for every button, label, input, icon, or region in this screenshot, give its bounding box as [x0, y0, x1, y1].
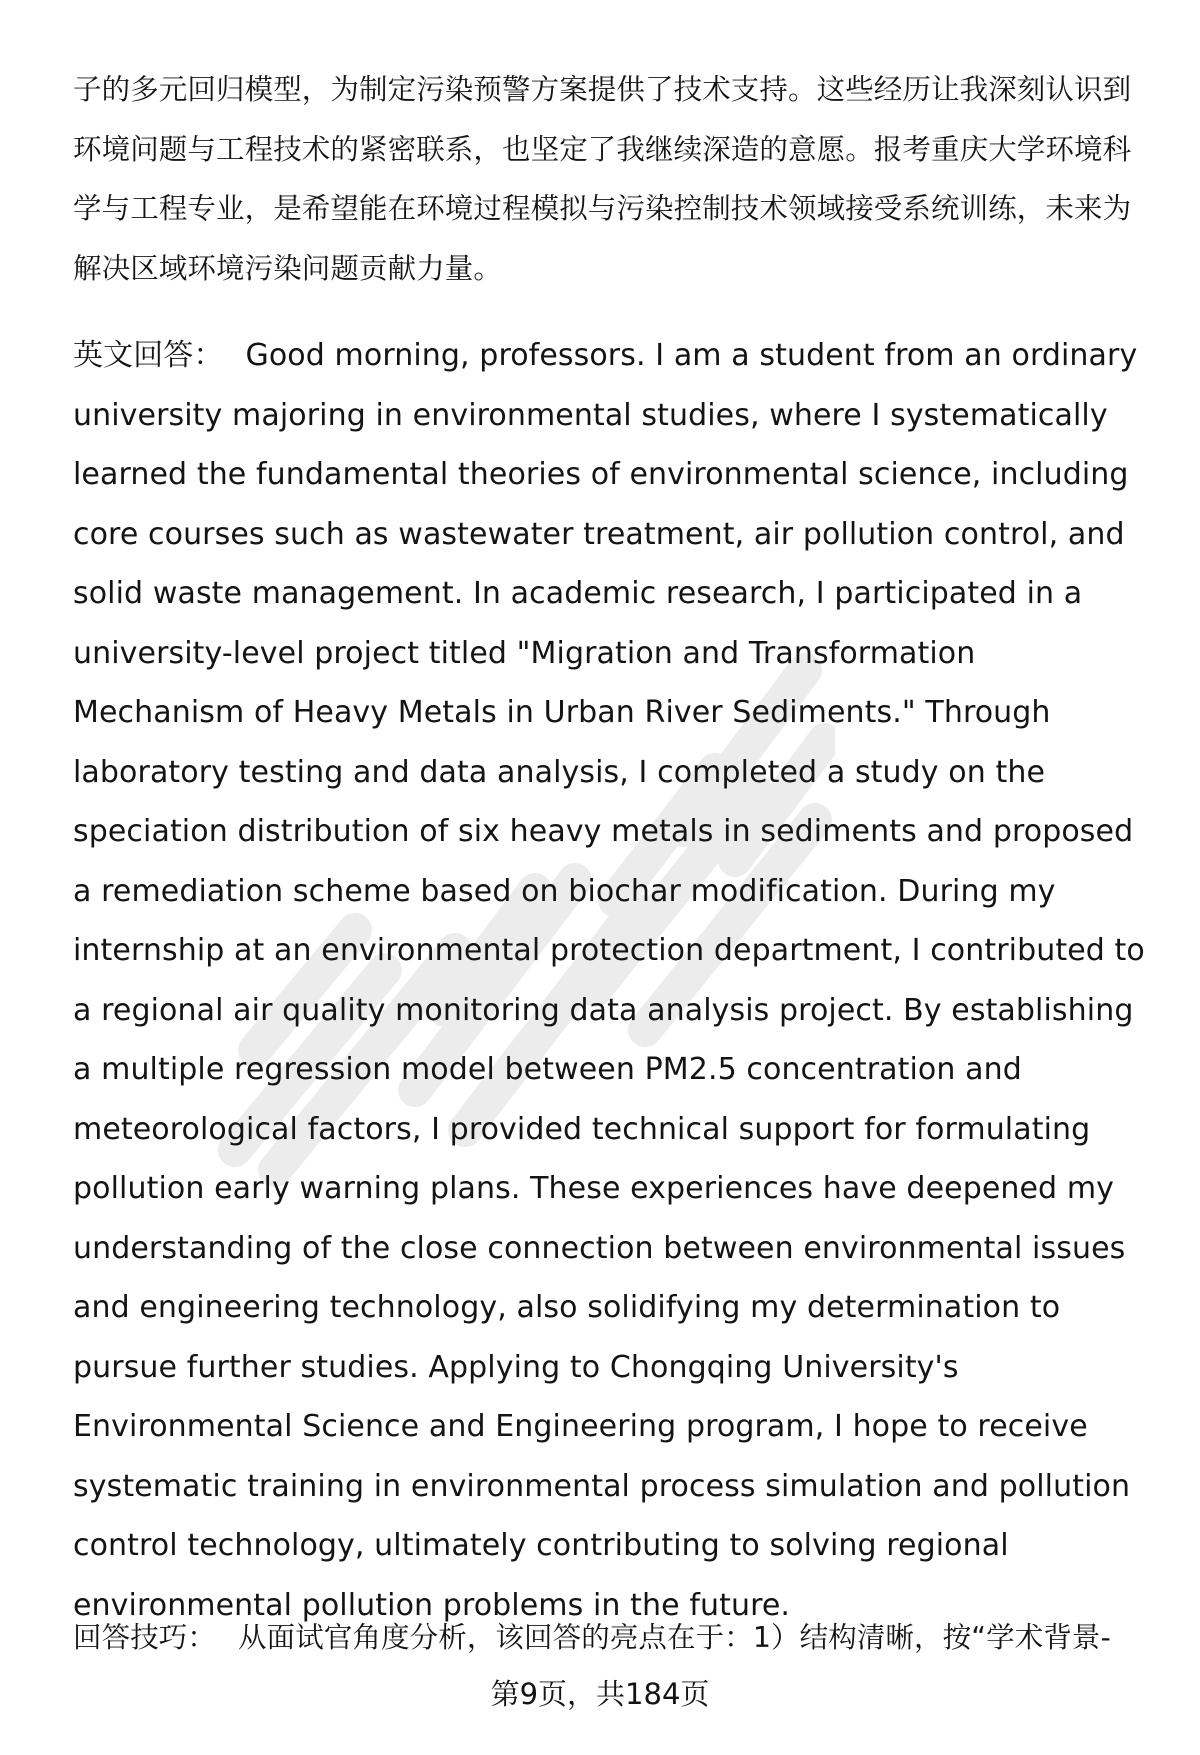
- answer-tips-paragraph: [73, 1608, 1153, 1668]
- english-answer-paragraph: [73, 326, 1153, 1635]
- chinese-answer-continuation: 子的多元回归模型，为制定污染预警方案提供了技术支持。这些经历让我深刻认识到环境问题与工程技术的紧密联系，也坚定了我继续深造的意愿。报考重庆大学环境科学与工程专业，是希望能在环境过程模拟与污染控制技术领域接受系统训练，未来为解决区域环境污染问题贡献力量。: [73, 73, 1132, 285]
- answer-tips-label: 回答技巧：: [73, 1621, 217, 1654]
- answer-tips-text: 从面试官角度分析，该回答的亮点在于：1）结构清晰，按“学术背景-: [238, 1621, 1111, 1654]
- english-answer-text: Good morning, professors. I am a student from an ordinary university majoring in environmental studies, where I systematically learned the fundamental theories of environmental science, including core courses such as wastewater treatment, air pollution control, and solid waste management. In academic research, I participated in a university-level project titled "Migration and Transformation Mechanism of Heavy Metals in Urban River Sediments." Through laboratory testing and data analysis, I completed a study on the speciation distribution of six heavy metals in sediments and proposed a remediation scheme based on biochar modification. During my internship at an environmental protection department, I contributed to a regional air quality monitoring data analysis project. By establishing a multiple regression model between PM2.5 concentration and meteorological factors, I provided technical support for formulating pollution early warning plans. These experiences have deepened my understanding of the close connection between environmental issues and engineering technology, also solidifying my determination to pursue further studies. Applying to Chongqing University's Environmental Science and Engineering program, I hope to receive systematic training in environmental process simulation and pollution control technology, ultimately contributing to solving regional environmental pollution problems in the future.: [73, 338, 1145, 1623]
- page-number-footer: 第9页，共184页: [490, 1677, 710, 1711]
- english-answer-label: 英文回答：: [73, 338, 224, 373]
